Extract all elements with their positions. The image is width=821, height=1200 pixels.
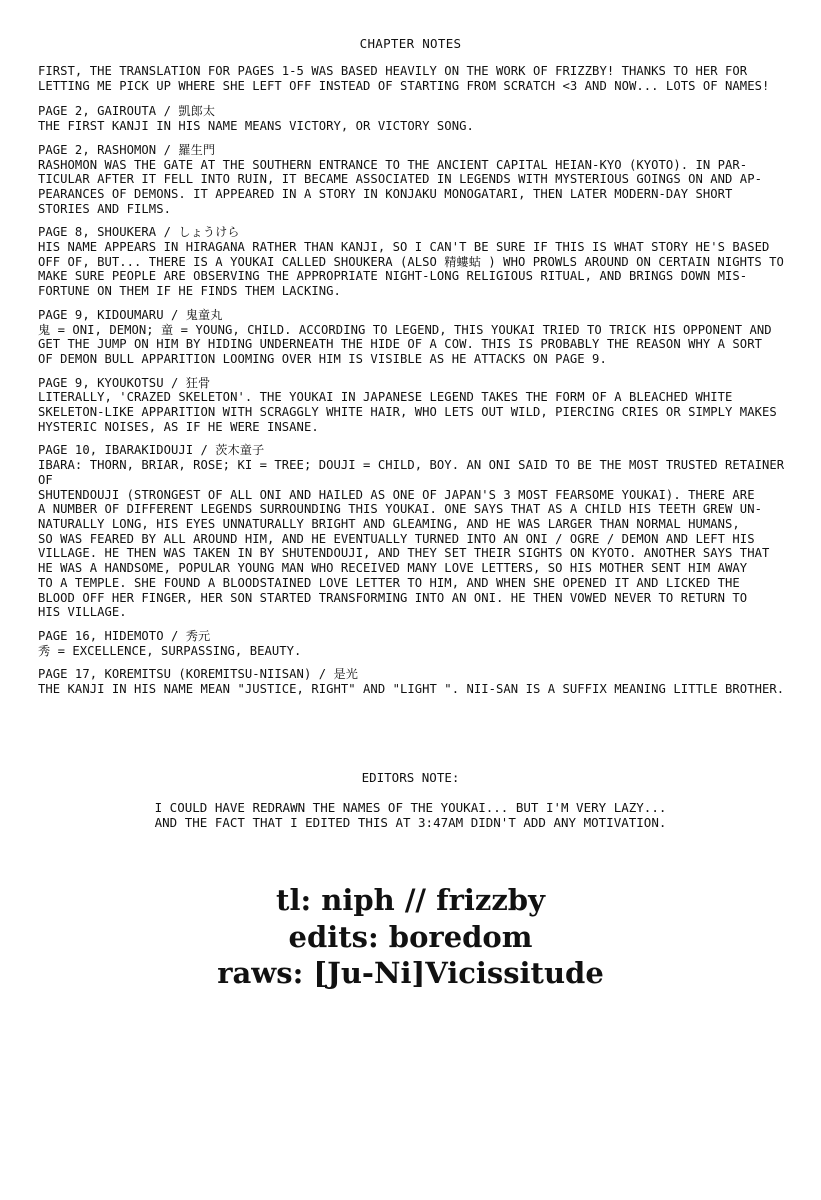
- note-body: 鬼 = ONI, DEMON; 童 = YOUNG, CHILD. ACCORDING TO LEGEND, THIS YOUKAI TRIED TO TRICK HIS OPPONENT AND GET THE JUMP ON HIM BY HIDING UNDERNEATH THE HIDE OF A COW. THIS IS PROBABLY THE REASON WHY A SORT OF DEMON BULL APPARITION LOOMING OVER HIM IS VISIBLE AS HE ATTACKS ON PAGE 9.: [38, 322, 772, 366]
- note-rashomon: [38, 143, 798, 217]
- note-heading: PAGE 2, RASHOMON / 羅生門: [38, 142, 216, 157]
- note-body: HIS NAME APPEARS IN HIRAGANA RATHER THAN KANJI, SO I CAN'T BE SURE IF THIS IS WHAT STORY HE'S BASED OFF OF, BUT... THERE IS A YOUKAI CALLED SHOUKERA (ALSO 精螻蛄 ) WHO PROWLS AROUND ON CERTAIN NIGHTS TO MAKE SURE PEOPLE ARE OBSERVING THE APPROPRIATE NIGHT-LONG RELIGIOUS RITUAL, AND BRINGS DOWN MIS- FORTUNE ON THEM IF HE FINDS THEM LACKING.: [38, 240, 784, 299]
- note-heading: PAGE 9, KYOUKOTSU / 狂骨: [38, 375, 211, 390]
- note-gairouta: [38, 104, 798, 133]
- note-ibarakidouji: [38, 443, 798, 619]
- note-heading: PAGE 17, KOREMITSU (KOREMITSU-NIISAN) / 是光: [38, 667, 358, 682]
- note-body: RASHOMON WAS THE GATE AT THE SOUTHERN ENTRANCE TO THE ANCIENT CAPITAL HEIAN-KYO (KYOTO). IN PAR- TICULAR AFTER IT FELL INTO RUIN, IT BECAME ASSOCIATED IN LEGENDS WITH MYSTERIOUS GOINGS ON AND AP- PEARANCES OF DEMONS. IT APPEARED IN A STORY IN KONJAKU MONOGATARI, THEN LATER MODERN-DAY SHORT STORIES AND FILMS.: [38, 157, 762, 216]
- note-shoukera: [38, 225, 798, 299]
- note-body: 秀 = EXCELLENCE, SURPASSING, BEAUTY.: [38, 643, 302, 658]
- chapter-notes-title: CHAPTER NOTES: [359, 36, 462, 51]
- chapter-notes: [38, 64, 798, 706]
- note-koremitsu: [38, 667, 798, 696]
- credit-translator: tl: niph // frizzby: [276, 883, 545, 917]
- note-heading: PAGE 16, HIDEMOTO / 秀元: [38, 628, 211, 643]
- note-body: IBARA: THORN, BRIAR, ROSE; KI = TREE; DOUJI = CHILD, BOY. AN ONI SAID TO BE THE MOST TRUSTED RETAINER OF SHUTENDOUJI (STRONGEST OF ALL ONI AND HAILED AS ONE OF JAPAN'S 3 MOST FEARSOME YOUKAI). THERE ARE A NUMBER OF DIFFERENT LEGENDS SURROUNDING THIS YOUKAI. ONE SAYS THAT AS A CHILD HIS TEETH GREW UN- NATURALLY LONG, HIS EYES UNNATURALLY BRIGHT AND GLEAMING, AND HE WAS LARGER THAN NORMAL HUMANS, SO WAS FEARED BY ALL AROUND HIM, AND HE EVENTUALLY TURNED INTO AN ONI / OGRE / DEMON AND LEFT HIS VILLAGE. HE THEN WAS TAKEN IN BY SHUTENDOUJI, AND THEY SET THEIR SIGHTS ON KYOTO. ANOTHER SAYS THAT HE WAS A HANDSOME, POPULAR YOUNG MAN WHO RECEIVED MANY LOVE LETTERS, SO HIS MOTHER SENT HIM AWAY TO A TEMPLE. SHE FOUND A BLOODSTAINED LOVE LETTER TO HIM, AND WHEN SHE OPENED IT AND LICKED THE BLOOD OFF HER FINGER, HER SON STARTED TRANSFORMING INTO AN ONI. HE THEN VOWED NEVER TO RETURN TO HIS VILLAGE.: [38, 458, 785, 620]
- intro-paragraph: FIRST, THE TRANSLATION FOR PAGES 1-5 WAS BASED HEAVILY ON THE WORK OF FRIZZBY! THANKS TO HER FOR LETTING ME PICK UP WHERE SHE LEFT OFF INSTEAD OF STARTING FROM SCRATCH <3 AND NOW... LOTS OF NAMES!: [38, 64, 770, 93]
- note-heading: PAGE 8, SHOUKERA / しょうけら: [38, 225, 240, 240]
- credits: [0, 882, 821, 992]
- note-hidemoto: [38, 629, 798, 658]
- note-heading: PAGE 9, KIDOUMARU / 鬼童丸: [38, 307, 223, 322]
- note-heading: PAGE 2, GAIROUTA / 凱郎太: [38, 104, 216, 119]
- note-body: THE FIRST KANJI IN HIS NAME MEANS VICTORY, OR VICTORY SONG.: [38, 119, 474, 134]
- editors-note-body: I COULD HAVE REDRAWN THE NAMES OF THE YOUKAI... BUT I'M VERY LAZY... AND THE FACT THAT I EDITED THIS AT 3:47AM DIDN'T ADD ANY MOTIVATION.: [154, 800, 667, 830]
- editors-note-title: EDITORS NOTE:: [361, 770, 460, 785]
- note-kyoukotsu: [38, 376, 798, 435]
- note-body: THE KANJI IN HIS NAME MEAN "JUSTICE, RIGHT" AND "LIGHT ". NII-SAN IS A SUFFIX MEANING LITTLE BROTHER.: [38, 682, 785, 697]
- credit-editor: edits: boredom: [288, 919, 533, 954]
- credit-raws: raws: [Ju-Ni]Vicissitude: [217, 956, 604, 990]
- note-kidoumaru: [38, 308, 798, 367]
- note-body: LITERALLY, 'CRAZED SKELETON'. THE YOUKAI IN JAPANESE LEGEND TAKES THE FORM OF A BLEACHED WHITE SKELETON-LIKE APPARITION WITH SCRAGGLY WHITE HAIR, WHO LETS OUT WILD, PIERCING CRIES OR SIMPLY MAKES HYSTERIC NOISES, AS IF HE WERE INSANE.: [38, 390, 777, 434]
- note-heading: PAGE 10, IBARAKIDOUJI / 茨木童子: [38, 443, 265, 458]
